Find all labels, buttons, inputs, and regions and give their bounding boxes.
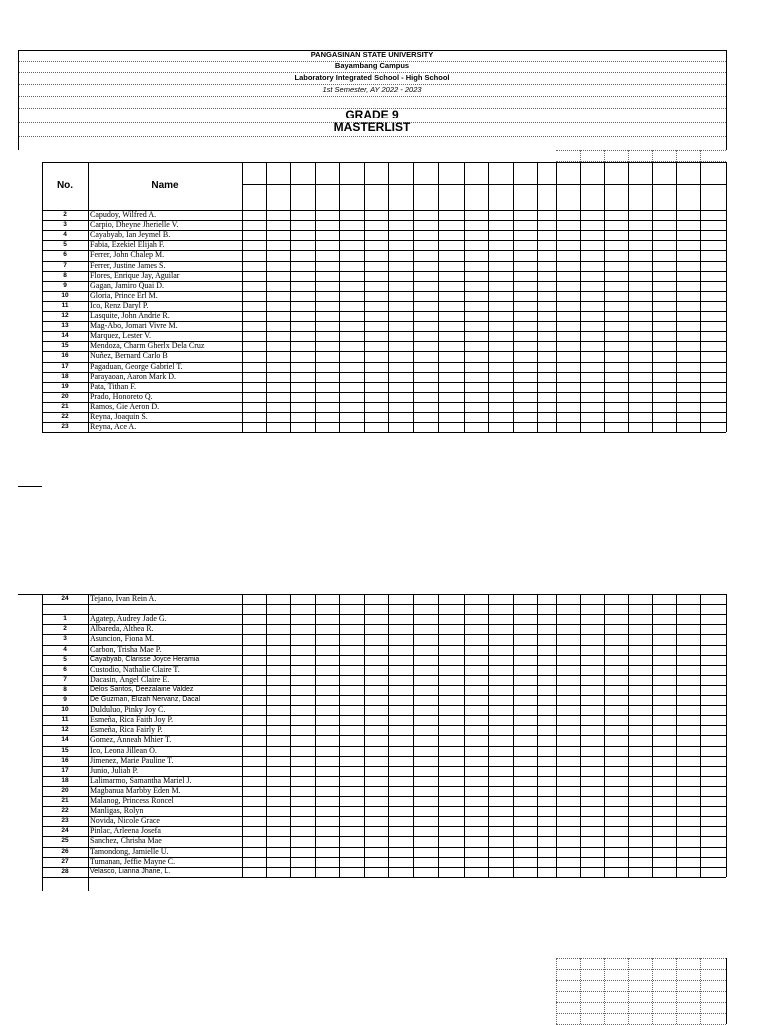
student-name: Pagaduan, George Gabriel T. [90,361,183,371]
university-name: PANGASINAN STATE UNIVERSITY [310,50,434,59]
student-number: 5 [63,241,67,249]
student-number: 14 [61,736,69,744]
student-name: Capudoy, Wilfred A. [90,210,157,219]
student-name: Manligas, Rolyn [90,806,144,816]
student-name: Junio, Juliah P. [90,765,139,775]
student-number: 13 [61,322,69,330]
student-number: 18 [61,372,69,380]
student-name: Dacasin, Angel Claire E. [90,674,170,684]
student-number: 5 [63,655,67,663]
student-name: Cayabyab, Clarisse Joyce Heramia [90,655,200,663]
student-name: Cayabyab, Ian Jeymel B. [90,230,171,240]
student-number: 20 [61,392,69,400]
column-header-name: Name [151,180,179,191]
student-name: Marquez, Lester V. [90,331,152,341]
student-number: 22 [61,807,69,815]
student-name: Tumanan, Jeffie Mayne C. [90,856,176,866]
side-grid-line [676,958,677,1024]
side-grid-line [556,958,557,1024]
grid-row-line [42,604,726,605]
student-number: 21 [61,402,69,410]
student-number: 11 [61,301,69,309]
student-number: 12 [61,312,69,319]
student-name: Gloria, Prince Erl M. [90,290,158,300]
side-grid-line [628,958,629,1024]
student-number: 3 [63,635,67,643]
student-name: Esmeña, Rica Faith Joy P. [90,715,174,725]
student-number: 26 [61,847,69,855]
student-number: 23 [61,423,69,431]
student-name: Ico, Renz Daryl P. [90,300,149,310]
student-number: 4 [63,231,67,239]
student-name: Jimenez, Marie Pauline T. [90,755,174,765]
campus-name: Bayambang Campus [334,61,410,70]
student-number: 11 [61,716,69,724]
school-name: Laboratory Integrated School - High School [294,73,450,82]
student-name: Reyna, Ace A. [90,422,137,432]
side-grid-line [652,958,653,1024]
student-number: 27 [61,857,69,865]
student-name: Parayaoan, Aaron Mark D. [90,371,176,381]
student-name: Ferrer, John Chalep M. [90,250,165,260]
student-number: 19 [61,382,69,390]
student-name: Reyna, Joaquin S. [90,412,148,421]
student-number: 9 [63,281,67,289]
student-number: 2 [63,211,67,218]
grid-row-line [18,486,42,487]
semester-label: 1st Semester, AY 2022 - 2023 [322,85,422,94]
student-number: 8 [63,685,67,693]
student-number: 10 [61,291,69,299]
student-number: 17 [61,362,69,370]
student-name: Lasquite, John Andrie R. [90,311,170,320]
student-name: Fabia, Ezekiel Elijah F. [90,240,165,250]
student-name: Sanchez, Chrisha Mae [90,836,162,846]
student-name: Delos Santos, Deezalaine Valdez [90,685,194,693]
student-number: 2 [63,625,67,633]
student-number: 18 [61,776,69,784]
masterlist-title: MASTERLIST [333,120,411,134]
student-number: 28 [61,867,69,875]
student-name: Ico, Leona Jillean O. [90,745,157,755]
student-name: Malanog, Princess Roncel [90,796,174,805]
student-name: Mendoza, Charm Gherlx Dela Cruz [90,341,205,351]
student-number: 16 [61,756,69,764]
column-header-no: No. [56,180,74,191]
grid-column-line [726,162,727,432]
student-name: Carbon, Trisha Mae P. [90,644,162,654]
side-grid-line [604,958,605,1024]
grid-row-line [42,877,726,878]
student-number: 24 [61,595,69,602]
student-name: Pinlac, Arleena Josefa [90,826,161,836]
grade-title: GRADE 9 [345,109,399,118]
student-name: Esmeña, Rica Fairly P. [90,725,163,735]
student-name: Mag-Abo, Jomari Vivre M. [90,321,178,331]
student-name: Ferrer, Justine James S. [90,260,166,270]
student-number: 6 [63,251,67,259]
grid-row-line [242,184,726,185]
grid-column-line [726,594,727,877]
student-number: 25 [61,837,69,845]
student-name: Tejano, Ivan Rein A. [90,594,157,603]
student-number: 22 [61,413,69,420]
grid-row-line [42,432,726,433]
student-number: 15 [61,342,69,350]
student-name: Custodio, Nathalie Claire T. [90,664,180,674]
student-number: 20 [61,786,69,794]
student-number: 3 [63,221,67,229]
student-name: Prado, Honoreto Q. [90,391,153,401]
student-number: 9 [63,696,67,703]
side-grid-line [726,958,727,1024]
student-name: Flores, Enrique Jay, Aguilar [90,270,180,280]
student-number: 15 [61,746,69,754]
grid-column-line [42,877,43,891]
student-number: 1 [63,615,67,623]
student-name: Asuncion, Fiona M. [90,634,154,644]
student-name: Albareda, Althea R. [90,624,154,634]
student-number: 10 [61,706,69,714]
student-name: Dulduluo, Pinky Joy C. [90,705,166,715]
student-name: Nuñez, Bernard Carlo B [90,351,168,361]
student-name: Pata, Tithan F. [90,381,137,391]
student-number: 7 [63,675,67,683]
student-name: Magbanua Marbby Eden M. [90,785,181,795]
student-name: Novida, Nicole Grace [90,816,160,826]
student-number: 12 [61,726,69,734]
student-number: 16 [61,352,69,360]
side-grid-line [580,958,581,1024]
student-name: Carpio, Dheyne Jherielle V. [90,220,179,230]
student-name: Ramos, Gie Aeron D. [90,401,160,411]
student-number: 21 [61,797,69,804]
student-name: Velasco, Lianna Jhane, L. [90,867,171,875]
student-number: 4 [63,645,67,653]
side-grid-line [700,958,701,1024]
grid-row-line [18,594,42,595]
grid-row-line [42,162,726,163]
grid-column-line [88,877,89,891]
student-number: 24 [61,827,69,835]
student-name: Gomez, Anneah Mhier T. [90,735,172,745]
student-name: Agatep, Audrey Jade G. [90,614,167,624]
student-number: 14 [61,332,69,340]
student-name: Gagan, Jamiro Quai D. [90,280,164,290]
student-number: 6 [63,665,67,673]
student-number: 17 [61,766,69,774]
student-name: Lalimarmo, Samantha Mariel J. [90,775,192,785]
student-name: Tamondong, Jamielle U. [90,846,169,856]
student-number: 8 [63,271,67,279]
student-name: De Guzman, Elizah Nervanz, Dacal [90,696,201,703]
student-number: 7 [63,261,67,269]
student-number: 23 [61,817,69,825]
